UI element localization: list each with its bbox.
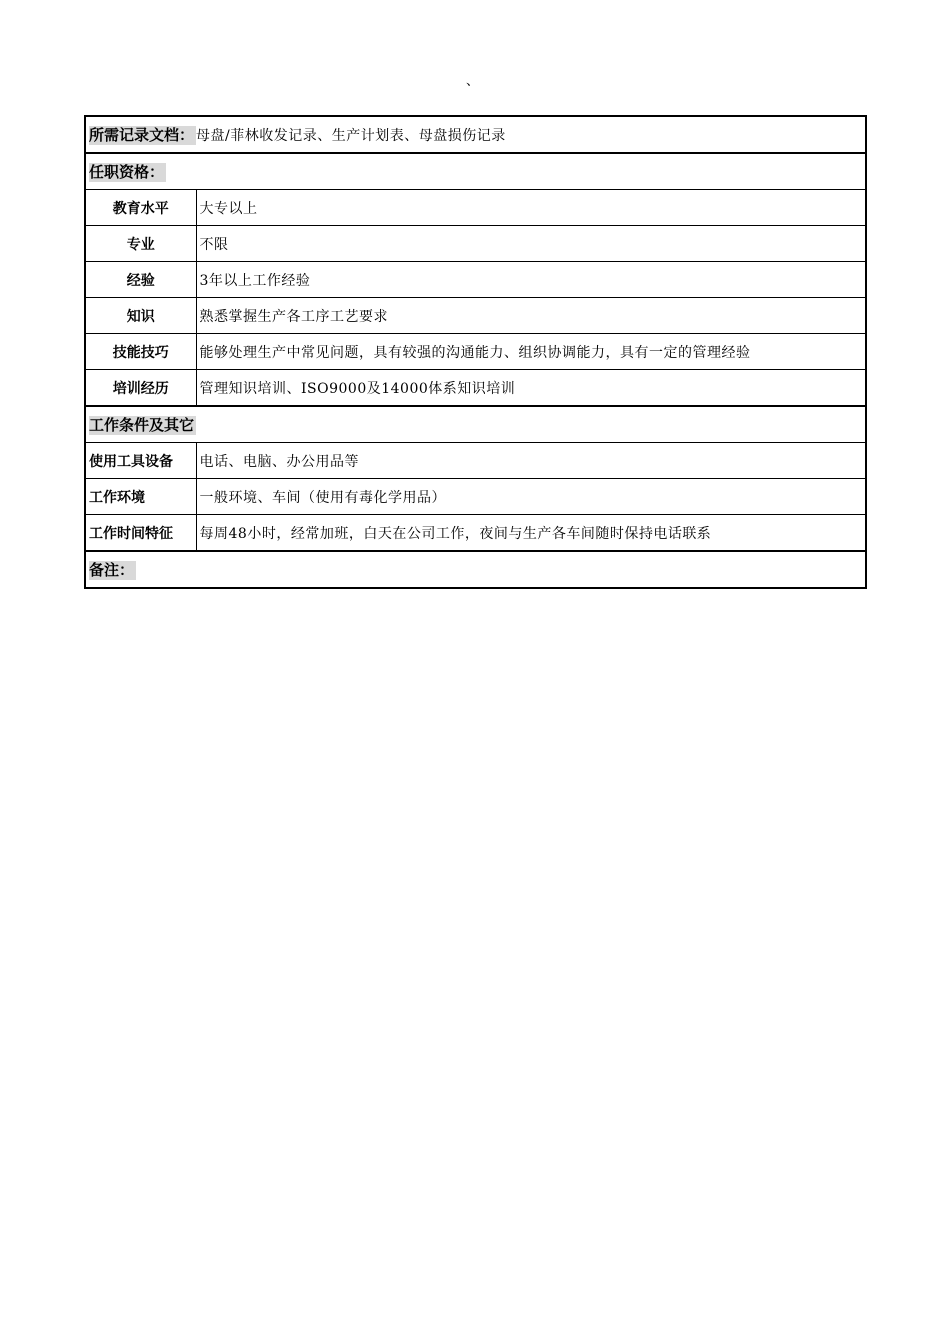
qualification-row	[85, 262, 866, 298]
qualifications-title-cell	[85, 153, 866, 190]
notes-row	[85, 551, 866, 588]
qualification-value: 能够处理生产中常见问题，具有较强的沟通能力、组织协调能力，具有一定的管理经验	[196, 334, 866, 370]
qualification-label: 专业	[85, 226, 196, 262]
notes-cell	[85, 551, 866, 588]
conditions-title-row	[85, 406, 866, 443]
qualification-value: 3年以上工作经验	[196, 262, 866, 298]
qualification-row	[85, 226, 866, 262]
qualification-row	[85, 190, 866, 226]
notes-label: 备注：	[89, 562, 135, 579]
conditions-title-cell	[85, 406, 866, 443]
condition-value: 每周48小时，经常加班，白天在公司工作，夜间与生产各车间随时保持电话联系	[196, 515, 866, 552]
qualification-row	[85, 298, 866, 334]
records-cell	[85, 116, 866, 153]
qualification-value: 熟悉掌握生产各工序工艺要求	[196, 298, 866, 334]
condition-row	[85, 443, 866, 479]
condition-value: 电话、电脑、办公用品等	[196, 443, 866, 479]
condition-value: 一般环境、车间（使用有毒化学用品）	[196, 479, 866, 515]
qualification-value: 管理知识培训、ISO9000及14000体系知识培训	[196, 370, 866, 407]
qualification-label: 培训经历	[85, 370, 196, 407]
qualification-label: 经验	[85, 262, 196, 298]
qualification-value: 大专以上	[196, 190, 866, 226]
records-label: 所需记录文档：	[89, 127, 195, 144]
qualifications-title-row	[85, 153, 866, 190]
conditions-title: 工作条件及其它	[89, 417, 195, 434]
qualification-label: 教育水平	[85, 190, 196, 226]
condition-label: 工作环境	[85, 479, 196, 515]
qualification-row	[85, 370, 866, 407]
condition-row	[85, 515, 866, 552]
qualification-value: 不限	[196, 226, 866, 262]
records-value: 母盘/菲林收发记录、生产计划表、母盘损伤记录	[196, 128, 506, 144]
qualification-label: 技能技巧	[85, 334, 196, 370]
qualifications-title: 任职资格：	[89, 164, 165, 181]
condition-label: 工作时间特征	[85, 515, 196, 552]
qualification-row	[85, 334, 866, 370]
condition-label: 使用工具设备	[85, 443, 196, 479]
records-row	[85, 116, 866, 153]
job-description-table	[84, 115, 867, 589]
condition-row	[85, 479, 866, 515]
qualification-label: 知识	[85, 298, 196, 334]
top-mark: 、	[466, 74, 480, 89]
